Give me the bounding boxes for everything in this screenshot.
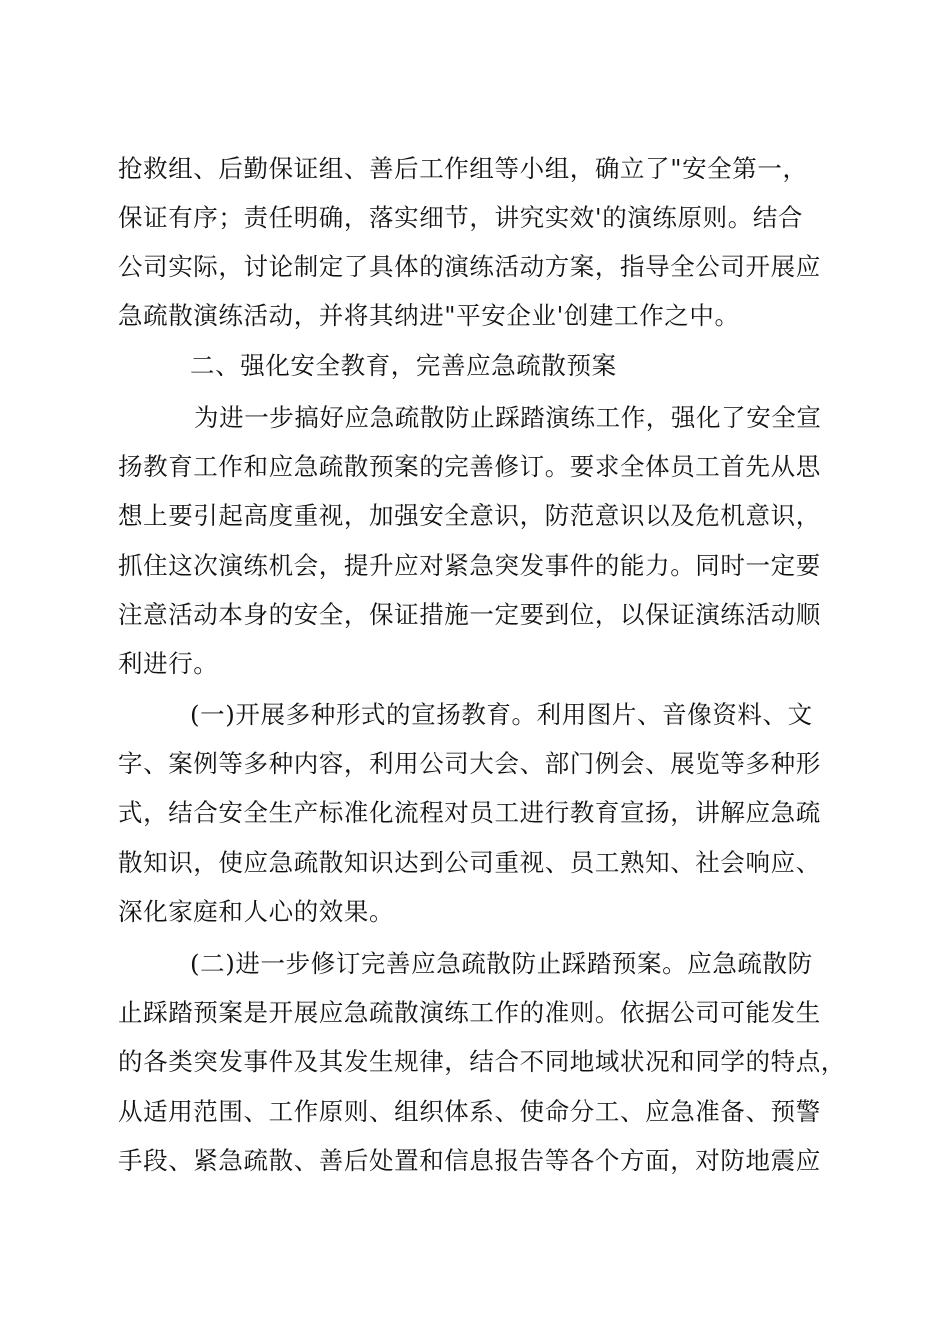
text-line: 抓住这次演练机会，提升应对紧急突发事件的能力。同时一定要 [118,551,821,580]
text-line: 想上要引起高度重视，加强安全意识，防范意识以及危机意识， [118,501,821,530]
text-line: (二)进一步修订完善应急疏散防止踩踏预案。应急疏散防 [190,949,813,978]
text-line: 式，结合安全生产标准化流程对员工进行教育宣扬，讲解应急疏 [118,798,821,827]
text-line: (一)开展多种形式的宣扬教育。利用图片、音像资料、文 [190,700,813,729]
text-line: 的各类突发事件及其发生规律，结合不同地域状况和同学的特点， [118,1047,846,1076]
text-line: 急疏散演练活动，并将其纳进"平安企业'创建工作之中。 [118,301,740,330]
text-line: 从适用范围、工作原则、组织体系、使命分工、应急准备、预警 [118,1097,821,1126]
text-line: 抢救组、后勤保证组、善后工作组等小组，确立了"安全第一， [118,154,808,183]
text-line: 深化家庭和人心的效果。 [118,897,395,926]
text-line: 扬教育工作和应急疏散预案的完善修订。要求全体员工首先从思 [118,452,821,481]
text-line: 手段、紧急疏散、善后处置和信息报告等各个方面，对防地震应 [118,1146,821,1175]
section-heading: 二、强化安全教育，完善应急疏散预案 [190,351,617,380]
text-line: 散知识，使应急疏散知识达到公司重视、员工熟知、社会响应、 [118,848,821,877]
text-line: 为进一步搞好应急疏散防止踩踏演练工作，强化了安全宣 [194,403,822,432]
text-line: 注意活动本身的安全，保证措施一定要到位，以保证演练活动顺 [118,600,821,629]
text-line: 利进行。 [118,649,219,678]
text-line: 字、案例等多种内容，利用公司大会、部门例会、展览等多种形 [118,749,821,778]
text-line: 止踩踏预案是开展应急疏散演练工作的准则。依据公司可能发生 [118,998,821,1027]
text-line: 保证有序；责任明确，落实细节，讲究实效'的演练原则。结合 [118,203,804,232]
text-line: 公司实际，讨论制定了具体的演练活动方案，指导全公司开展应 [118,252,821,281]
